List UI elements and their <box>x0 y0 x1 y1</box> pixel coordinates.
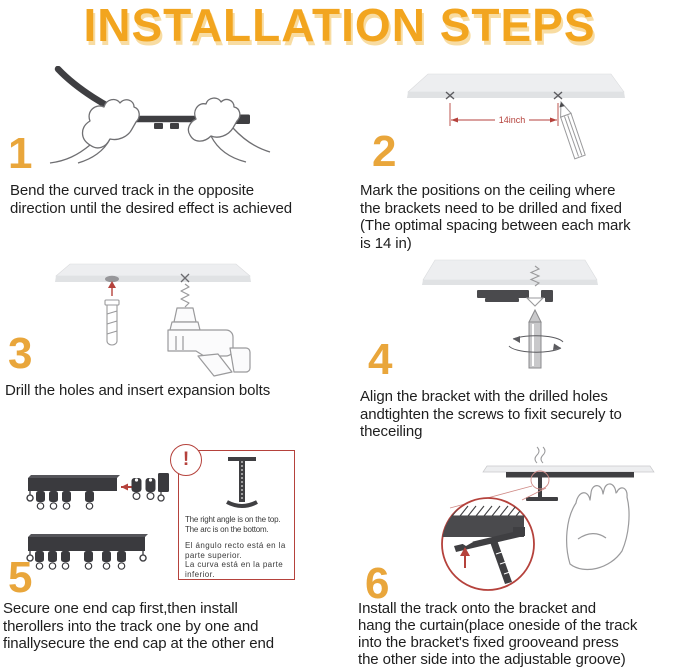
magnifier-detail <box>440 498 536 590</box>
step-4-illustration <box>415 258 605 383</box>
note-text-english: The right angle is on the top. The arc is on the bottom. <box>185 515 281 534</box>
mounted-track <box>506 472 634 478</box>
right-hand <box>188 98 270 162</box>
expansion-bolt-icon <box>105 300 119 345</box>
ceiling-marking-drawing <box>398 72 630 168</box>
step-3-text: Drill the holes and insert expansion bolts <box>5 382 271 399</box>
step-6-illustration <box>418 442 679 598</box>
pencil-icon <box>559 102 585 159</box>
drill-expansion-bolt-drawing <box>50 262 255 380</box>
step-1-text: Bend the curved track in the opposite direction until the desired effect is achieved <box>10 182 292 217</box>
ceiling-strip <box>483 466 654 472</box>
drill-icon <box>168 284 250 376</box>
step-5-number: 5 <box>8 553 33 602</box>
step-4 <box>340 250 679 440</box>
step-1-number: 1 <box>8 129 33 178</box>
track-one <box>27 475 120 509</box>
step-4-number: 4 <box>368 335 393 384</box>
rollers-on-track-two <box>35 551 126 569</box>
warning-note-box <box>178 450 295 580</box>
left-hand <box>50 100 139 163</box>
hand <box>567 484 629 570</box>
step-3 <box>0 250 340 408</box>
step-2 <box>340 60 679 250</box>
ceiling-bracket <box>477 290 553 302</box>
ceiling <box>407 74 625 98</box>
left-arrow <box>121 484 132 491</box>
up-arrow <box>108 281 116 296</box>
hands-bending-track-drawing <box>28 66 290 174</box>
track-install-drawing <box>418 442 679 598</box>
dimension-label: 14inch <box>498 115 526 125</box>
track-profile-icon <box>221 454 263 512</box>
step-3-number: 3 <box>8 329 33 378</box>
screw-threads <box>535 447 545 463</box>
warning-icon: ! <box>170 444 202 476</box>
step-3-illustration <box>50 262 255 380</box>
step-1-illustration <box>28 66 290 174</box>
bracket-screw-drawing <box>415 258 605 383</box>
note-text-spanish: El ángulo recto está en la parte superior. La curva está en la parte inferior. <box>185 541 286 579</box>
track-two <box>27 534 148 569</box>
screwdriver-bit <box>529 310 541 368</box>
fixed-groove-hook <box>513 527 525 536</box>
ceiling <box>422 260 598 285</box>
step-4-text: Align the bracket with the drilled holes andtighten the screws to fixit securely to theceiling <box>360 388 622 440</box>
step-6-number: 6 <box>365 559 390 608</box>
ceiling <box>55 264 251 282</box>
step-5 <box>0 440 340 668</box>
step-2-illustration <box>398 72 630 168</box>
step-6 <box>340 440 679 668</box>
loose-rollers <box>132 478 156 499</box>
end-cap <box>158 473 169 501</box>
step-6-text: Install the track onto the bracket and hang the curtain(place oneside of the track into the bracket's fixed grooveand press the other side into the adjustable groove) <box>358 600 638 668</box>
step-2-number: 2 <box>372 127 397 176</box>
page-title: INSTALLATION STEPS <box>83 0 596 51</box>
step-5-text: Secure one end cap first,then install therollers into the track one by one and finallysecure the end cap at the other end <box>3 600 274 652</box>
step-1 <box>0 60 340 250</box>
rollers-on-track-one <box>36 491 94 509</box>
step-2-text: Mark the positions on the ceiling where the brackets need to be drilled and fixed (The optimal spacing between each mark is 14 in) <box>360 182 631 252</box>
